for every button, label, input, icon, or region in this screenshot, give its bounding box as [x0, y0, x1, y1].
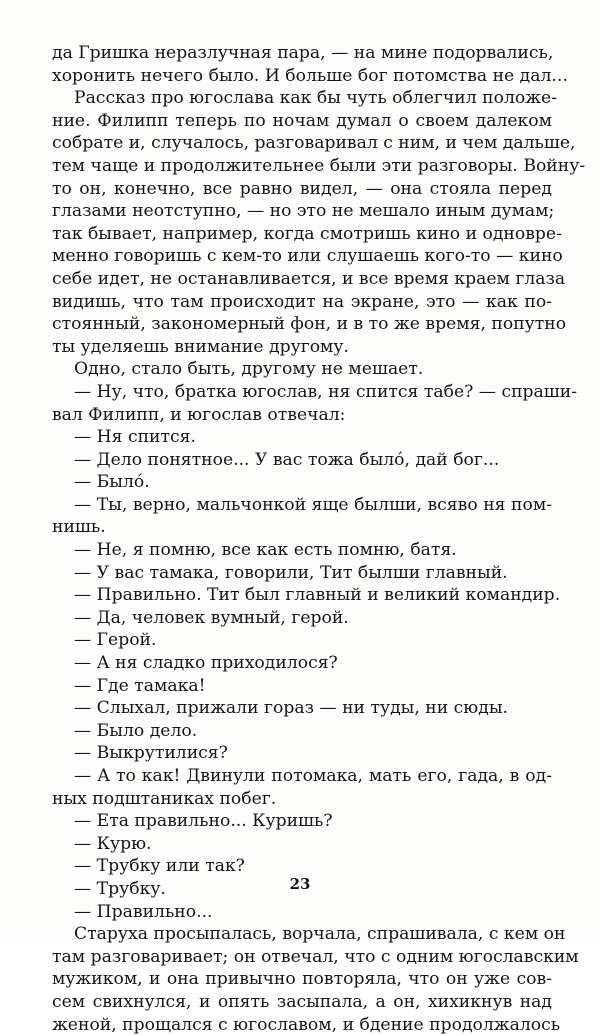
text-line: Старуха просыпалась, ворчала, спрашивала, с кем он: [74, 924, 566, 945]
text-line: — Дело понятное... У вас тожа было́, дай бог...: [74, 449, 500, 470]
text-line: ных подштаниках побег.: [52, 788, 277, 809]
text-line: вал Филипп, и югослав отвечал:: [52, 404, 346, 425]
text-line: — У вас тамака, говорили, Тит былши главный.: [74, 562, 508, 583]
text-line: да Гришка неразлучная пара, — на мине подорвались,: [52, 43, 554, 63]
text-line: — Выкрутилися?: [74, 743, 228, 764]
text-line: то он, конечно, все равно видел, — она стояла перед: [52, 178, 552, 199]
text-line: нишь.: [52, 517, 106, 538]
text-line: Рассказ про югослава как бы чуть облегчил положе-: [74, 88, 557, 109]
text-line: — Было́.: [74, 472, 150, 493]
text-line: Одно, стало быть, другому не мешает.: [74, 359, 424, 380]
text-line: — Правильно...: [74, 901, 213, 922]
text-line: — Герой.: [74, 630, 157, 651]
text-line: — Курю.: [74, 833, 152, 854]
text-line: — Трубку.: [74, 878, 166, 899]
text-line: — Было дело.: [74, 720, 198, 741]
text-line: так бывает, например, когда смотришь кино и одновре-: [52, 223, 562, 244]
text-line: — Да, человек вумный, герой.: [74, 607, 349, 628]
text-line: ты уделяешь внимание другому.: [52, 336, 349, 357]
text-line: — Правильно. Тит был главный и великий командир.: [74, 585, 561, 606]
text-line: хоронить нечего было. И больше бог потомства не дал...: [52, 65, 568, 86]
text-line: — А ня сладко приходилося?: [74, 653, 338, 674]
text-line: сем свихнулся, и опять засыпала, а он, хихикнув над: [52, 991, 552, 1012]
text-line: — Ты, верно, мальчонкой яще былши, всяво ня пом-: [74, 494, 552, 515]
page-number: 23: [289, 875, 311, 893]
text-line: там разговаривает; он отвечал, что с одним югославским: [52, 946, 579, 967]
text-line: — Ня спится.: [74, 427, 196, 448]
text-line: менно говоришь с кем-то или слушаешь кого-то — кино: [52, 246, 563, 267]
text-line: собрате и, случалось, разговаривал с ним, и чем дальше,: [52, 133, 576, 154]
text-line: женой, прощался с югославом, и бдение продолжалось: [52, 1014, 561, 1035]
text-line: мужиком, и она привычно повторяла, что он уже сов-: [52, 969, 552, 990]
text-line: — Где тамака!: [74, 675, 206, 696]
text-line: тем чаще и продолжительнее были эти разговоры. Войну-: [52, 155, 586, 176]
text-line: стоянный, закономерный фон, и в то же время, попутно: [52, 314, 567, 335]
text-line: глазами неотступно, — но это не мешало иным думам;: [52, 201, 555, 222]
text-line: себе идет, не останавливается, и все время краем глаза: [52, 268, 566, 289]
text-line: — Не, я помню, все как есть помню, батя.: [74, 540, 457, 561]
text-line: — А то как! Двинули потомака, мать его, гада, в од-: [74, 766, 552, 786]
text-line: видишь, что там происходит на экране, это — как по-: [52, 291, 552, 312]
text-line: ние. Филипп теперь по ночам думал о своем далеком: [52, 110, 552, 131]
text-line: — Слыхал, прижали гораз — ни туды, ни сюды.: [74, 698, 508, 719]
text-line: — Ну, что, братка югослав, ня спится табе? — спраши-: [74, 381, 578, 402]
text-line: — Ета правильно... Куришь?: [74, 811, 333, 832]
text-line: — Трубку или так?: [74, 856, 245, 877]
